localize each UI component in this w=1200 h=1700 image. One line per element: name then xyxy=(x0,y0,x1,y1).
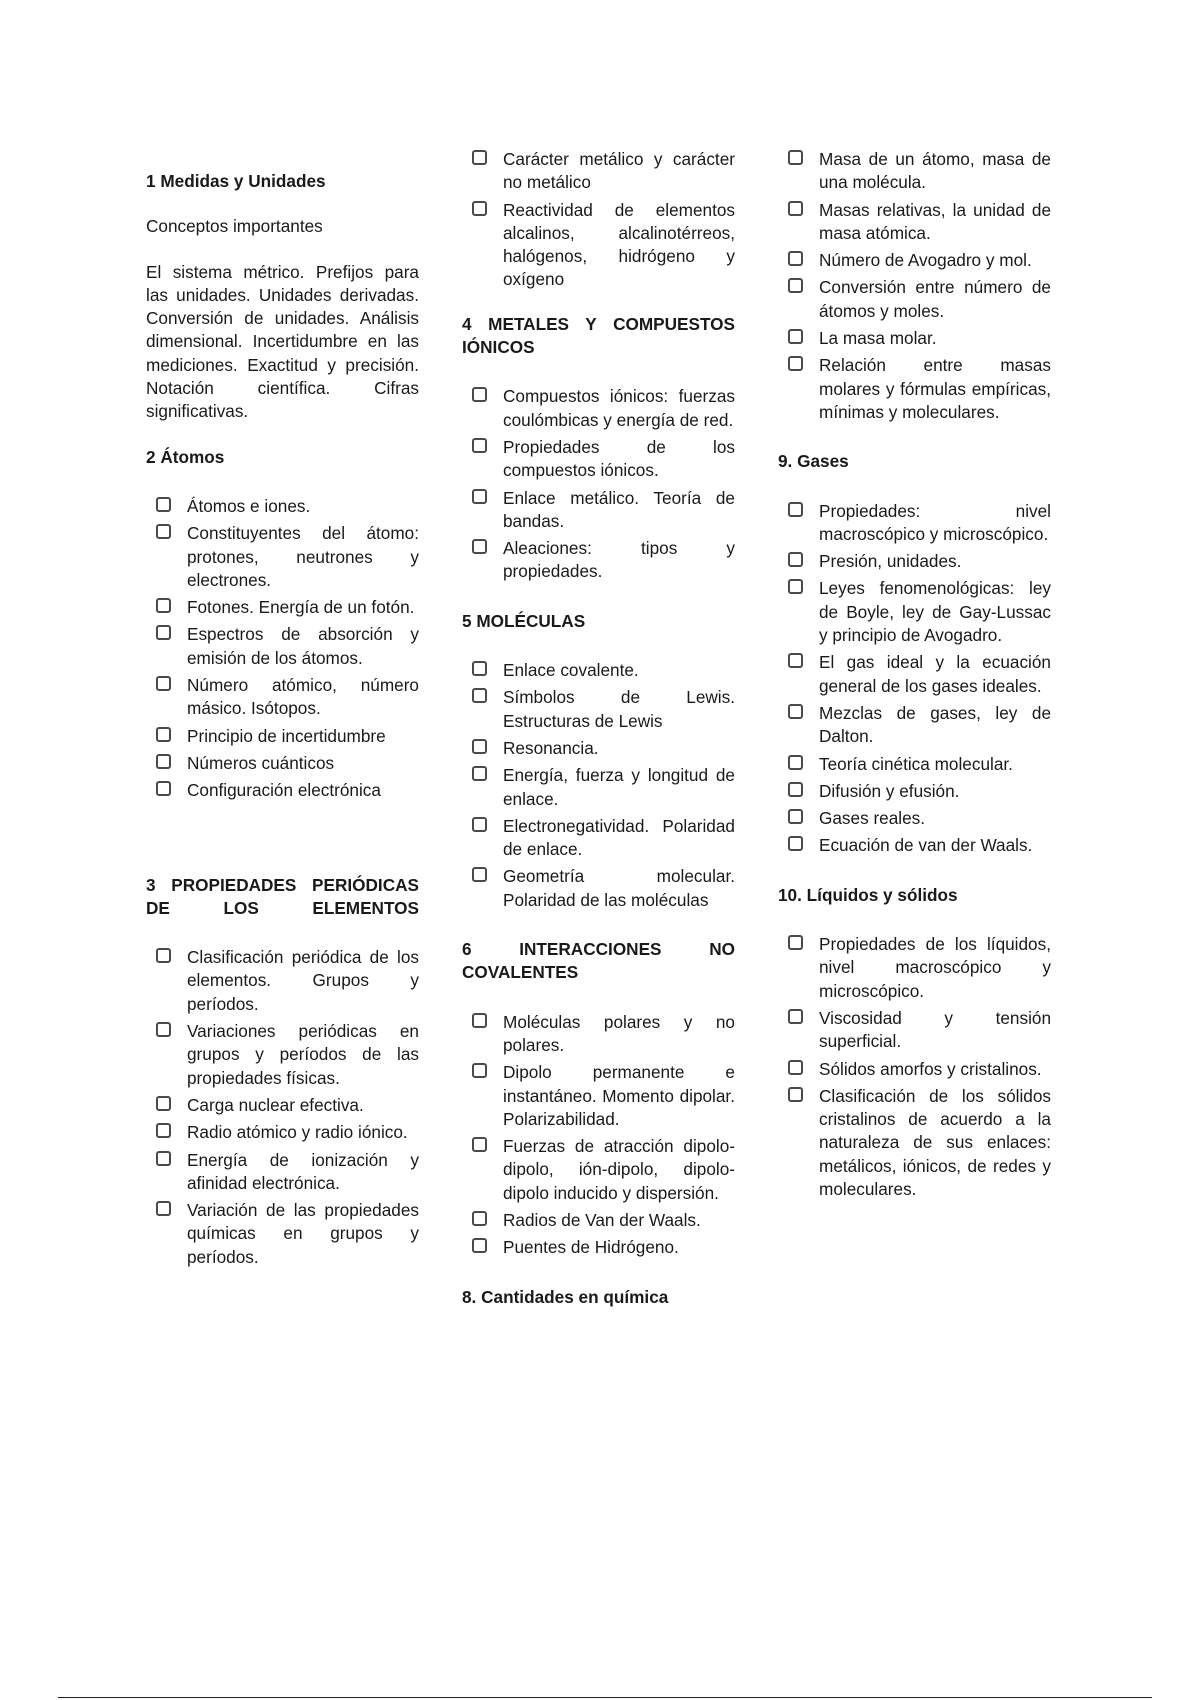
checklist-item: Propiedades de los líquidos, nivel macroscópico y microscópico. xyxy=(819,933,1051,1003)
checkbox[interactable] xyxy=(472,438,487,453)
checklist-item: Número de Avogadro y mol. xyxy=(819,249,1051,272)
checklist-item: El gas ideal y la ecuación general de los gases ideales. xyxy=(819,651,1051,698)
section-3-checklist-continued xyxy=(462,148,735,292)
checkbox[interactable] xyxy=(472,150,487,165)
checklist-item: Compuestos iónicos: fuerzas coulómbicas y energía de red. xyxy=(503,385,735,432)
checkbox[interactable] xyxy=(788,755,803,770)
checklist-item: Propiedades de los compuestos iónicos. xyxy=(503,436,735,483)
checklist-item: Configuración electrónica xyxy=(187,779,419,802)
section-9-title: 9. Gases xyxy=(778,451,849,472)
checklist-item: Moléculas polares y no polares. xyxy=(503,1011,735,1058)
checkbox[interactable] xyxy=(156,524,171,539)
checkbox[interactable] xyxy=(472,1137,487,1152)
checkbox[interactable] xyxy=(156,727,171,742)
checkbox[interactable] xyxy=(472,817,487,832)
checkbox[interactable] xyxy=(156,1201,171,1216)
checkbox[interactable] xyxy=(788,1009,803,1024)
section-4-title: 4 METALES Y COMPUESTOS IÓNICOS xyxy=(462,313,735,358)
section-10-checklist xyxy=(778,933,1051,1201)
checklist-item: Teoría cinética molecular. xyxy=(819,753,1051,776)
checkbox[interactable] xyxy=(472,1063,487,1078)
checkbox[interactable] xyxy=(472,1211,487,1226)
checklist-item: Dipolo permanente e instantáneo. Momento dipolar. Polarizabilidad. xyxy=(503,1061,735,1131)
section-6-title: 6 INTERACCIONES NO COVALENTES xyxy=(462,939,735,983)
checkbox[interactable] xyxy=(788,251,803,266)
checklist-item: Fotones. Energía de un fotón. xyxy=(187,596,419,619)
checkbox[interactable] xyxy=(788,502,803,517)
checklist-item: Masa de un átomo, masa de una molécula. xyxy=(819,148,1051,195)
checkbox[interactable] xyxy=(788,552,803,567)
checkbox[interactable] xyxy=(788,201,803,216)
checkbox[interactable] xyxy=(156,497,171,512)
section-5-checklist xyxy=(462,659,735,912)
checklist-item: Variación de las propiedades químicas en grupos y períodos. xyxy=(187,1199,419,1269)
checklist-item: Número atómico, número másico. Isótopos. xyxy=(187,674,419,721)
page-bottom-rule xyxy=(58,1697,1152,1698)
checkbox[interactable] xyxy=(472,1013,487,1028)
checklist-item: Símbolos de Lewis. Estructuras de Lewis xyxy=(503,686,735,733)
checkbox[interactable] xyxy=(156,598,171,613)
checklist-item: Relación entre masas molares y fórmulas empíricas, mínimas y moleculares. xyxy=(819,354,1051,424)
checkbox[interactable] xyxy=(788,356,803,371)
checklist-item: Viscosidad y tensión superficial. xyxy=(819,1007,1051,1054)
checklist-item: Gases reales. xyxy=(819,807,1051,830)
checkbox[interactable] xyxy=(788,579,803,594)
checkbox[interactable] xyxy=(472,489,487,504)
checkbox[interactable] xyxy=(472,766,487,781)
section-2-checklist xyxy=(146,495,419,803)
checkbox[interactable] xyxy=(472,201,487,216)
column-3 xyxy=(778,148,1051,1205)
checkbox[interactable] xyxy=(156,676,171,691)
checklist-item: Leyes fenomenológicas: ley de Boyle, ley de Gay-Lussac y principio de Avogadro. xyxy=(819,577,1051,647)
checklist-item: Geometría molecular. Polaridad de las moléculas xyxy=(503,865,735,912)
checkbox[interactable] xyxy=(472,387,487,402)
checkbox[interactable] xyxy=(156,1123,171,1138)
checklist-item: Enlace covalente. xyxy=(503,659,735,682)
section-8-checklist xyxy=(778,148,1051,424)
section-1-body: El sistema métrico. Prefijos para las unidades. Unidades derivadas. Conversión de unidades. Análisis dimensional. Incertidumbre en las mediciones. Exactitud y precisión. Notación científica. Cifras significativas. xyxy=(146,261,419,422)
checklist-item: Enlace metálico. Teoría de bandas. xyxy=(503,487,735,534)
checkbox[interactable] xyxy=(788,1087,803,1102)
section-2-title: 2 Átomos xyxy=(146,446,225,467)
checkbox[interactable] xyxy=(156,625,171,640)
checklist-item: Energía, fuerza y longitud de enlace. xyxy=(503,764,735,811)
checkbox[interactable] xyxy=(472,661,487,676)
checklist-item: Reactividad de elementos alcalinos, alcalinotérreos, halógenos, hidrógeno y oxígeno xyxy=(503,199,735,292)
checklist-item: Mezclas de gases, ley de Dalton. xyxy=(819,702,1051,749)
checkbox[interactable] xyxy=(156,1096,171,1111)
checklist-item: Átomos e iones. xyxy=(187,495,419,518)
checklist-item: Números cuánticos xyxy=(187,752,419,775)
column-2 xyxy=(462,148,735,1309)
checklist-item: Carga nuclear efectiva. xyxy=(187,1094,419,1117)
checkbox[interactable] xyxy=(788,935,803,950)
checklist-item: Fuerzas de atracción dipolo-dipolo, ión-dipolo, dipolo-dipolo inducido y dispersión. xyxy=(503,1135,735,1205)
checklist-item: Carácter metálico y carácter no metálico xyxy=(503,148,735,195)
section-4-checklist xyxy=(462,385,735,583)
checklist-item: Constituyentes del átomo: protones, neutrones y electrones. xyxy=(187,522,419,592)
checklist-item: Espectros de absorción y emisión de los átomos. xyxy=(187,623,419,670)
checkbox[interactable] xyxy=(788,150,803,165)
checklist-item: Radio atómico y radio iónico. xyxy=(187,1121,419,1144)
checkbox[interactable] xyxy=(156,948,171,963)
checklist-item: Energía de ionización y afinidad electrónica. xyxy=(187,1149,419,1196)
checkbox[interactable] xyxy=(788,1060,803,1075)
checklist-item: Variaciones periódicas en grupos y períodos de las propiedades físicas. xyxy=(187,1020,419,1090)
checklist-item: Resonancia. xyxy=(503,737,735,760)
checklist-item: Aleaciones: tipos y propiedades. xyxy=(503,537,735,584)
checkbox[interactable] xyxy=(788,653,803,668)
checklist-item: Clasificación de los sólidos cristalinos de acuerdo a la naturaleza de sus enlaces: metálicos, iónicos, de redes y moleculares. xyxy=(819,1085,1051,1201)
checkbox[interactable] xyxy=(788,782,803,797)
checkbox[interactable] xyxy=(788,278,803,293)
checklist-item: Presión, unidades. xyxy=(819,550,1051,573)
checkbox[interactable] xyxy=(788,329,803,344)
checkbox[interactable] xyxy=(472,867,487,882)
checkbox[interactable] xyxy=(156,1151,171,1166)
section-5-title: 5 MOLÉCULAS xyxy=(462,610,586,631)
section-3-title: 3 PROPIEDADES PERIÓDICAS DE LOS ELEMENTOS xyxy=(146,874,419,918)
checklist-item: La masa molar. xyxy=(819,327,1051,350)
section-6-checklist xyxy=(462,1011,735,1260)
checklist-item: Puentes de Hidrógeno. xyxy=(503,1236,735,1259)
checklist-item: Sólidos amorfos y cristalinos. xyxy=(819,1058,1051,1081)
checklist-item: Propiedades: nivel macroscópico y microscópico. xyxy=(819,500,1051,547)
checkbox[interactable] xyxy=(156,754,171,769)
checkbox[interactable] xyxy=(788,809,803,824)
checklist-item: Masas relativas, la unidad de masa atómica. xyxy=(819,199,1051,246)
section-1-subtitle: Conceptos importantes xyxy=(146,216,323,237)
section-8-title: 8. Cantidades en química xyxy=(462,1286,669,1307)
checklist-item: Radios de Van der Waals. xyxy=(503,1209,735,1232)
checklist-item: Difusión y efusión. xyxy=(819,780,1051,803)
checklist-item: Principio de incertidumbre xyxy=(187,725,419,748)
checklist-item: Conversión entre número de átomos y moles. xyxy=(819,276,1051,323)
checklist-item: Electronegatividad. Polaridad de enlace. xyxy=(503,815,735,862)
checkbox[interactable] xyxy=(156,1022,171,1037)
checklist-item: Ecuación de van der Waals. xyxy=(819,834,1051,857)
section-9-checklist xyxy=(778,500,1051,858)
checkbox[interactable] xyxy=(472,739,487,754)
section-1-title: 1 Medidas y Unidades xyxy=(146,171,326,191)
section-3-checklist xyxy=(146,946,419,1269)
checkbox[interactable] xyxy=(472,688,487,703)
checkbox[interactable] xyxy=(156,781,171,796)
checkbox[interactable] xyxy=(788,704,803,719)
checkbox[interactable] xyxy=(788,836,803,851)
column-1 xyxy=(146,170,419,1273)
checklist-item: Clasificación periódica de los elementos. Grupos y períodos. xyxy=(187,946,419,1016)
section-10-title: 10. Líquidos y sólidos xyxy=(778,884,958,905)
checkbox[interactable] xyxy=(472,539,487,554)
checkbox[interactable] xyxy=(472,1238,487,1253)
